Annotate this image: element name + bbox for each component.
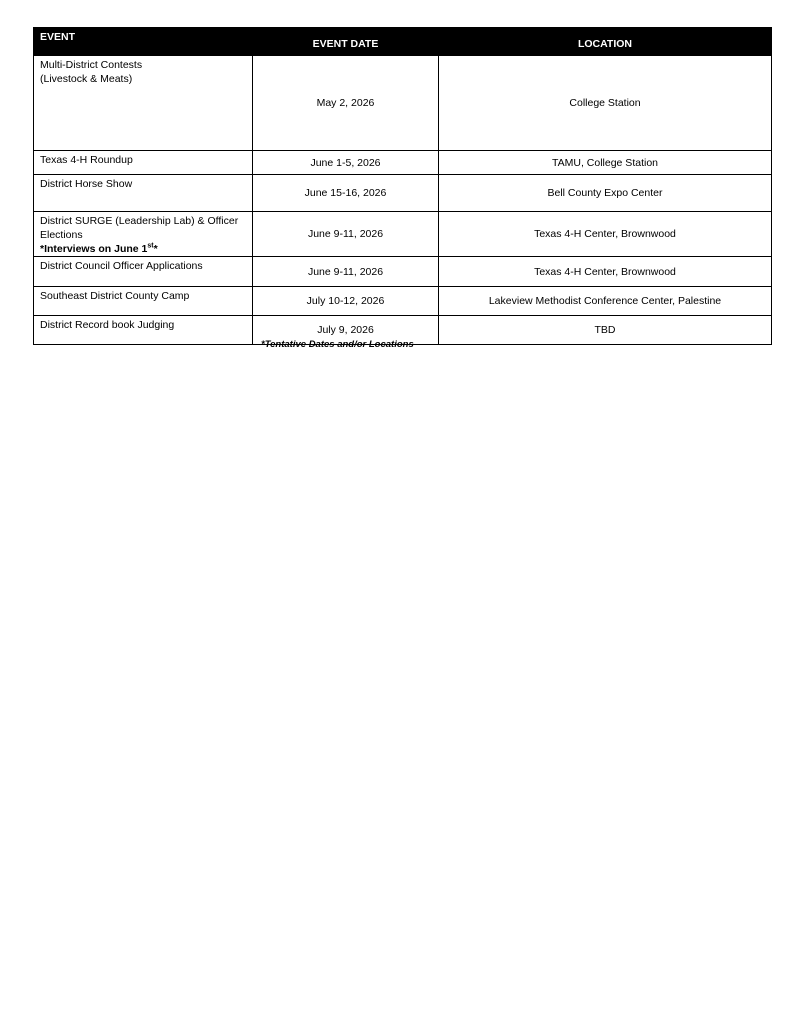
table-row (34, 212, 772, 257)
tentative-footnote: *Tentative Dates and/or Locations (261, 339, 414, 350)
event-date: June 1-5, 2026 (253, 151, 439, 175)
event-cell (34, 56, 253, 151)
event-location: TAMU, College Station (439, 151, 772, 175)
event-name: District SURGE (Leadership Lab) & Officer (40, 215, 239, 227)
event-name: District Council Officer Applications (40, 260, 203, 272)
table-row (34, 287, 772, 316)
event-cell (34, 287, 253, 316)
header-event-date: EVENT DATE (253, 28, 439, 56)
table-row (34, 257, 772, 287)
table-row (34, 151, 772, 175)
event-name: District Record book Judging (40, 319, 175, 331)
event-cell (34, 175, 253, 212)
event-location: TBD (439, 316, 772, 345)
event-cell (34, 316, 253, 345)
event-date: June 9-11, 2026 (253, 257, 439, 287)
header-location: LOCATION (439, 28, 772, 56)
event-location: Texas 4-H Center, Brownwood (439, 212, 772, 257)
event-location: Texas 4-H Center, Brownwood (439, 257, 772, 287)
event-date: June 9-11, 2026 (253, 212, 439, 257)
event-name: Southeast District County Camp (40, 290, 190, 302)
event-cell (34, 151, 253, 175)
table-row (34, 175, 772, 212)
events-table (33, 27, 772, 345)
event-date: June 15-16, 2026 (253, 175, 439, 212)
event-location: College Station (439, 56, 772, 151)
event-date: July 9, 2026 (253, 316, 439, 345)
event-subtitle: Elections (40, 229, 83, 241)
event-name: Texas 4-H Roundup (40, 154, 133, 166)
event-cell (34, 212, 253, 257)
interview-note: *Interviews on June 1st* (40, 242, 158, 255)
event-name: District Horse Show (40, 178, 133, 190)
event-cell (34, 257, 253, 287)
event-date: July 10-12, 2026 (253, 287, 439, 316)
event-location: Lakeview Methodist Conference Center, Palestine (439, 287, 772, 316)
table-row (34, 56, 772, 151)
header-row (34, 28, 772, 56)
event-subtitle: (Livestock & Meats) (40, 73, 133, 85)
event-location: Bell County Expo Center (439, 175, 772, 212)
event-name: Multi-District Contests (40, 59, 143, 71)
header-event: EVENT (34, 28, 253, 56)
event-date: May 2, 2026 (253, 56, 439, 151)
